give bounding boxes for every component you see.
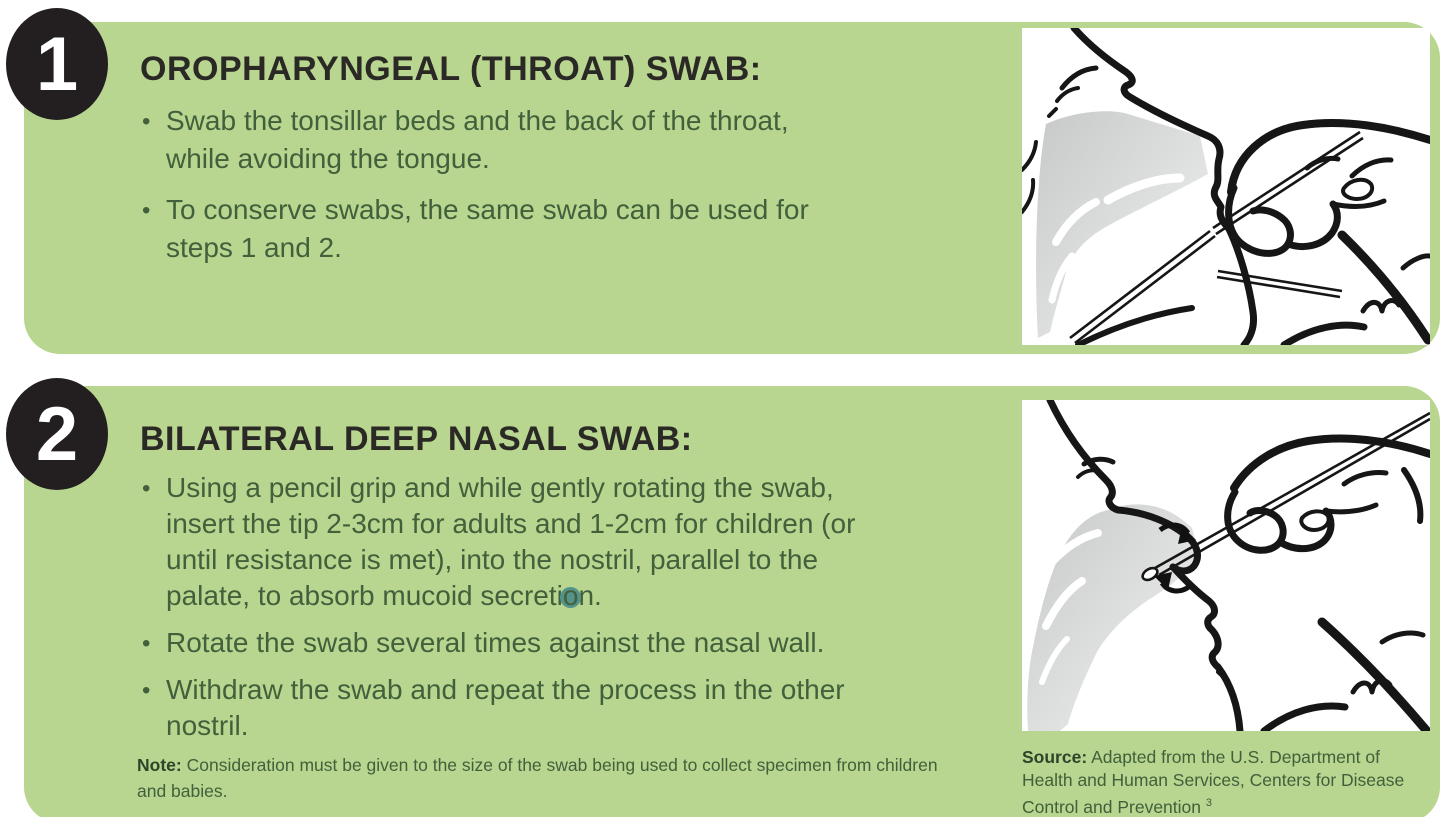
bullet-item [140, 625, 855, 661]
bullet-line [166, 578, 855, 614]
bullet-line: steps 1 and 2. [166, 232, 342, 263]
nasal-swab-illustration [1022, 400, 1430, 731]
cursor-highlight-dot: o [563, 578, 579, 614]
source-label: Source: [1022, 747, 1088, 767]
step-1-badge [6, 8, 108, 120]
mouth-cutaway [1036, 111, 1208, 338]
note-label: Note: [137, 755, 182, 775]
nasal-cutaway [1027, 504, 1198, 731]
source-superscript: 3 [1205, 797, 1212, 809]
bullet-line: • To conserve swabs, the same swab can be used for [166, 194, 809, 225]
bullet-line: • Swab the tonsillar beds and the back of the throat, [166, 105, 789, 136]
step-2-number: 2 [35, 391, 79, 477]
step-2-title: BILATERAL DEEP NASAL SWAB: [140, 420, 693, 458]
hand [1229, 123, 1430, 345]
bullet-line: until resistance is met), into the nostril, parallel to the [166, 544, 819, 575]
bullet-line: • Withdraw the swab and repeat the process in the other [166, 674, 845, 705]
bullet-line: insert the tip 2-3cm for adults and 1-2cm for children (or [166, 508, 856, 539]
hand-pencil-grip [1228, 439, 1430, 731]
bullet-line-text: palate, to absorb mucoid secreti [166, 580, 563, 611]
bullet-line: • Rotate the swab several times against the nasal wall. [166, 627, 825, 658]
bullet-item [140, 470, 855, 614]
source-text [1022, 746, 1424, 817]
bullet-line: while avoiding the tongue. [166, 143, 490, 174]
bullet-item [140, 191, 809, 267]
step-2-bullets [140, 470, 855, 755]
note-body: Consideration must be given to the size of the swab being used to collect specimen from children and babies. [137, 755, 938, 801]
throat-swab-illustration [1022, 28, 1430, 345]
note-text [137, 752, 947, 804]
source-body: Adapted from the U.S. Department of Health and Human Services, Centers for Disease Control and Prevention [1022, 747, 1405, 817]
bullet-line-text: n. [578, 580, 602, 611]
step-1-number: 1 [35, 21, 79, 107]
bullet-item [140, 672, 855, 744]
bullet-line: nostril. [166, 710, 249, 741]
bullet-item [140, 102, 809, 178]
bullet-line: • Using a pencil grip and while gently rotating the swab, [166, 472, 834, 503]
step-1-bullets [140, 102, 809, 280]
step-1-title: OROPHARYNGEAL (THROAT) SWAB: [140, 50, 762, 88]
step-2-badge [6, 378, 108, 490]
